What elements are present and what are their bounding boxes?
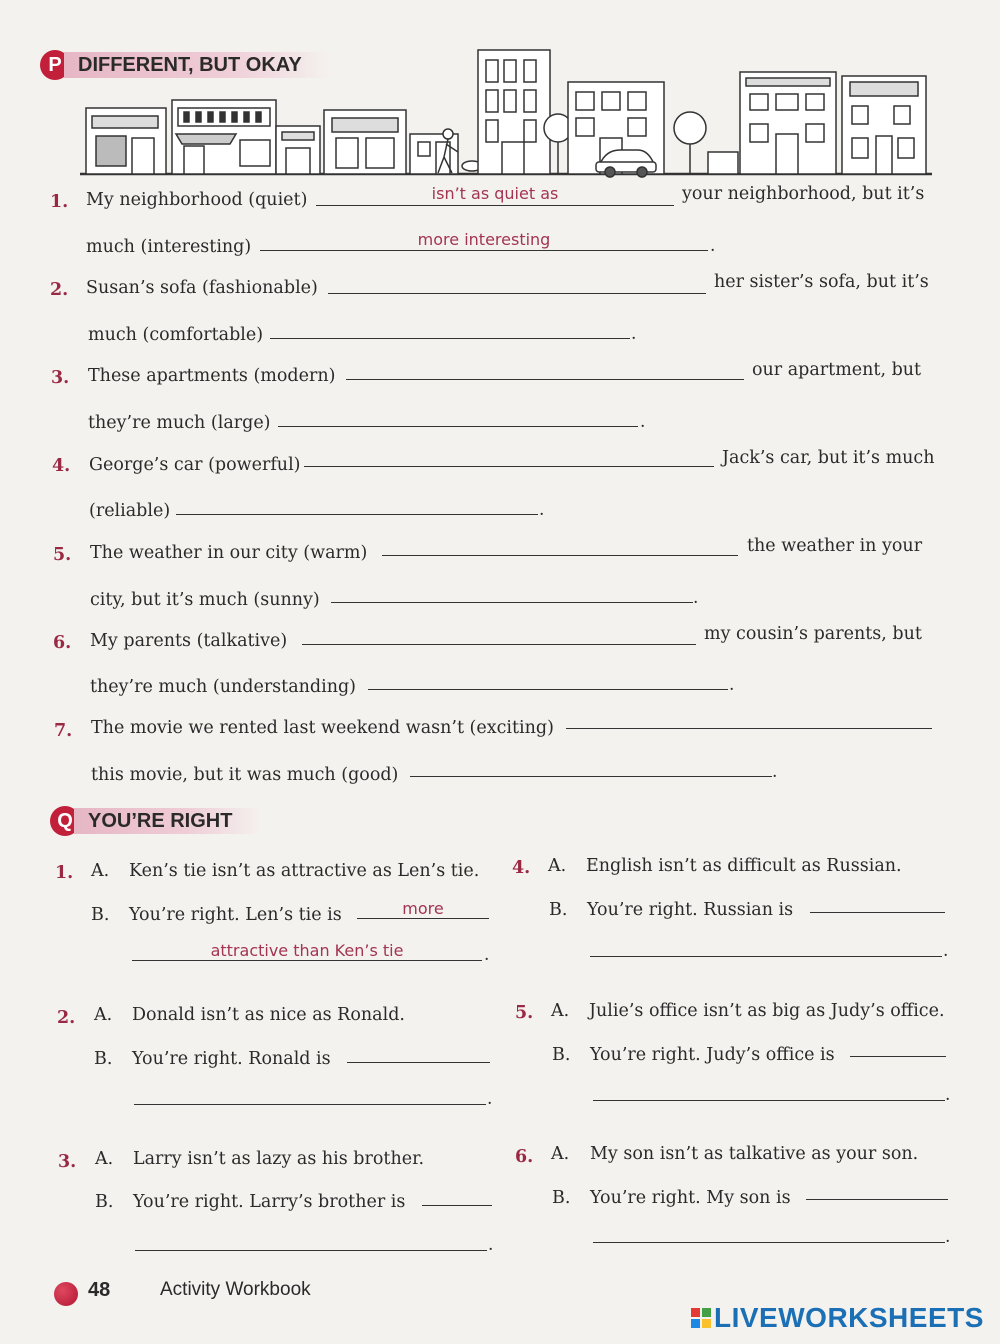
liveworksheets-logo (690, 1302, 984, 1334)
p1-text-c: much (interesting) (86, 237, 252, 257)
q4-label-a: A. (548, 856, 567, 876)
q3-text-a: Larry isn’t as lazy as his brother. (133, 1149, 425, 1169)
p7-number: 7. (54, 721, 73, 741)
section-q-header (50, 806, 262, 836)
section-q-badge: Q (50, 806, 80, 836)
q4-label-b: B. (549, 900, 568, 920)
q6-text-a: My son isn’t as talkative as your son. (590, 1144, 919, 1164)
p5-blank-2[interactable] (331, 602, 693, 603)
q6-blank-2[interactable] (593, 1242, 945, 1243)
q6-number: 6. (515, 1147, 534, 1167)
q3-number: 3. (58, 1152, 77, 1172)
q5-label-a: A. (551, 1001, 570, 1021)
p1-blank-2 (260, 250, 708, 251)
q4-blank-2[interactable] (590, 956, 942, 957)
p7-blank-2[interactable] (410, 776, 772, 777)
p2-text-a: Susan’s sofa (fashionable) (86, 278, 318, 298)
q4-number: 4. (512, 858, 531, 878)
q3-blank-2[interactable] (135, 1250, 487, 1251)
p4-text-a: George’s car (powerful) (89, 455, 301, 475)
p1-blank-1 (316, 205, 674, 206)
p1-text-b: your neighborhood, but it’s (682, 184, 925, 204)
q1-text-a: Ken’s tie isn’t as attractive as Len’s tie. (129, 861, 480, 881)
q5-text-a: Julie’s office isn’t as big as Judy’s office. (589, 1001, 945, 1021)
p7-text-c: this movie, but it was much (good) (91, 765, 399, 785)
q5-label-b: B. (552, 1045, 571, 1065)
p2-number: 2. (50, 280, 69, 300)
p4-blank-2[interactable] (176, 514, 538, 515)
q6-blank-1[interactable] (806, 1199, 948, 1200)
p7-text-a: The movie we rented last weekend wasn’t (exciting) (91, 718, 554, 738)
q6-text-b: You’re right. My son is (590, 1188, 791, 1208)
section-p-badge: P (40, 50, 70, 80)
p3-blank-1[interactable] (346, 379, 744, 380)
q3-label-a: A. (95, 1149, 114, 1169)
p6-number: 6. (53, 633, 72, 653)
section-q-title: YOU’RE RIGHT (74, 808, 262, 834)
q2-blank-1[interactable] (347, 1062, 490, 1063)
p4-text-b: Jack’s car, but it’s much (722, 448, 935, 468)
p6-blank-2[interactable] (368, 689, 728, 690)
p6-text-c: they’re much (understanding) (90, 677, 357, 697)
p5-blank-1[interactable] (382, 555, 738, 556)
p7-blank-1[interactable] (566, 728, 932, 729)
p5-text-b: the weather in your (747, 536, 923, 556)
p5-text-a: The weather in our city (warm) (90, 543, 368, 563)
section-p-title: DIFFERENT, BUT OKAY (64, 52, 332, 78)
q1-answer-2[interactable]: attractive than Ken’s tie (210, 941, 404, 960)
p2-blank-1[interactable] (328, 293, 706, 294)
p1-number: 1. (50, 192, 69, 212)
q2-blank-2[interactable] (134, 1104, 486, 1105)
p1-text-a: My neighborhood (quiet) (86, 190, 308, 210)
q2-label-a: A. (94, 1005, 113, 1025)
q2-text-a: Donald isn’t as nice as Ronald. (132, 1005, 405, 1025)
q1-label-b: B. (91, 905, 110, 925)
q5-blank-1[interactable] (850, 1056, 946, 1057)
q2-text-b: You’re right. Ronald is (132, 1049, 331, 1069)
p4-text-c: (reliable) (89, 501, 171, 521)
p5-text-c: city, but it’s much (sunny) (90, 590, 320, 610)
q5-blank-2[interactable] (593, 1100, 945, 1101)
p3-text-a: These apartments (modern) (88, 366, 336, 386)
book-title: Activity Workbook (160, 1279, 311, 1300)
q1-answer-1[interactable]: more (402, 899, 444, 918)
q6-label-b: B. (552, 1188, 571, 1208)
q3-blank-1[interactable] (422, 1205, 492, 1206)
footer-bullet-icon (54, 1282, 78, 1306)
p3-text-b: our apartment, but (752, 360, 922, 380)
p1-answer-1[interactable]: isn’t as quiet as (431, 184, 559, 203)
q5-number: 5. (515, 1003, 534, 1023)
p1-answer-2[interactable]: more interesting (417, 230, 551, 249)
q1-blank-1 (357, 918, 489, 919)
p2-text-b: her sister’s sofa, but it’s (714, 272, 929, 292)
q4-blank-1[interactable] (810, 912, 945, 913)
p6-blank-1[interactable] (302, 644, 696, 645)
q1-number: 1. (55, 863, 74, 883)
p2-blank-2[interactable] (270, 338, 630, 339)
liveworksheets-brand: LIVEWORKSHEETS (714, 1302, 984, 1333)
q3-label-b: B. (95, 1192, 114, 1212)
q4-text-b: You’re right. Russian is (587, 900, 794, 920)
p4-number: 4. (52, 456, 71, 476)
q5-text-b: You’re right. Judy’s office is (590, 1045, 835, 1065)
street-illustration (80, 42, 932, 178)
p4-blank-1[interactable] (304, 466, 714, 467)
q1-label-a: A. (91, 861, 110, 881)
p3-number: 3. (51, 368, 70, 388)
q2-number: 2. (57, 1008, 76, 1028)
q1-blank-2 (132, 960, 482, 961)
p3-text-c: they’re much (large) (88, 413, 271, 433)
liveworksheets-grid-icon (690, 1307, 712, 1329)
p6-text-a: My parents (talkative) (90, 631, 288, 651)
q1-text-b: You’re right. Len’s tie is (129, 905, 342, 925)
q2-label-b: B. (94, 1049, 113, 1069)
q3-text-b: You’re right. Larry’s brother is (133, 1192, 406, 1212)
q6-label-a: A. (551, 1144, 570, 1164)
p3-blank-2[interactable] (278, 426, 638, 427)
page-number: 48 (88, 1279, 111, 1301)
p5-number: 5. (53, 545, 72, 565)
q4-text-a: English isn’t as difficult as Russian. (586, 856, 902, 876)
p2-text-c: much (comfortable) (88, 325, 264, 345)
p6-text-b: my cousin’s parents, but (704, 624, 922, 644)
